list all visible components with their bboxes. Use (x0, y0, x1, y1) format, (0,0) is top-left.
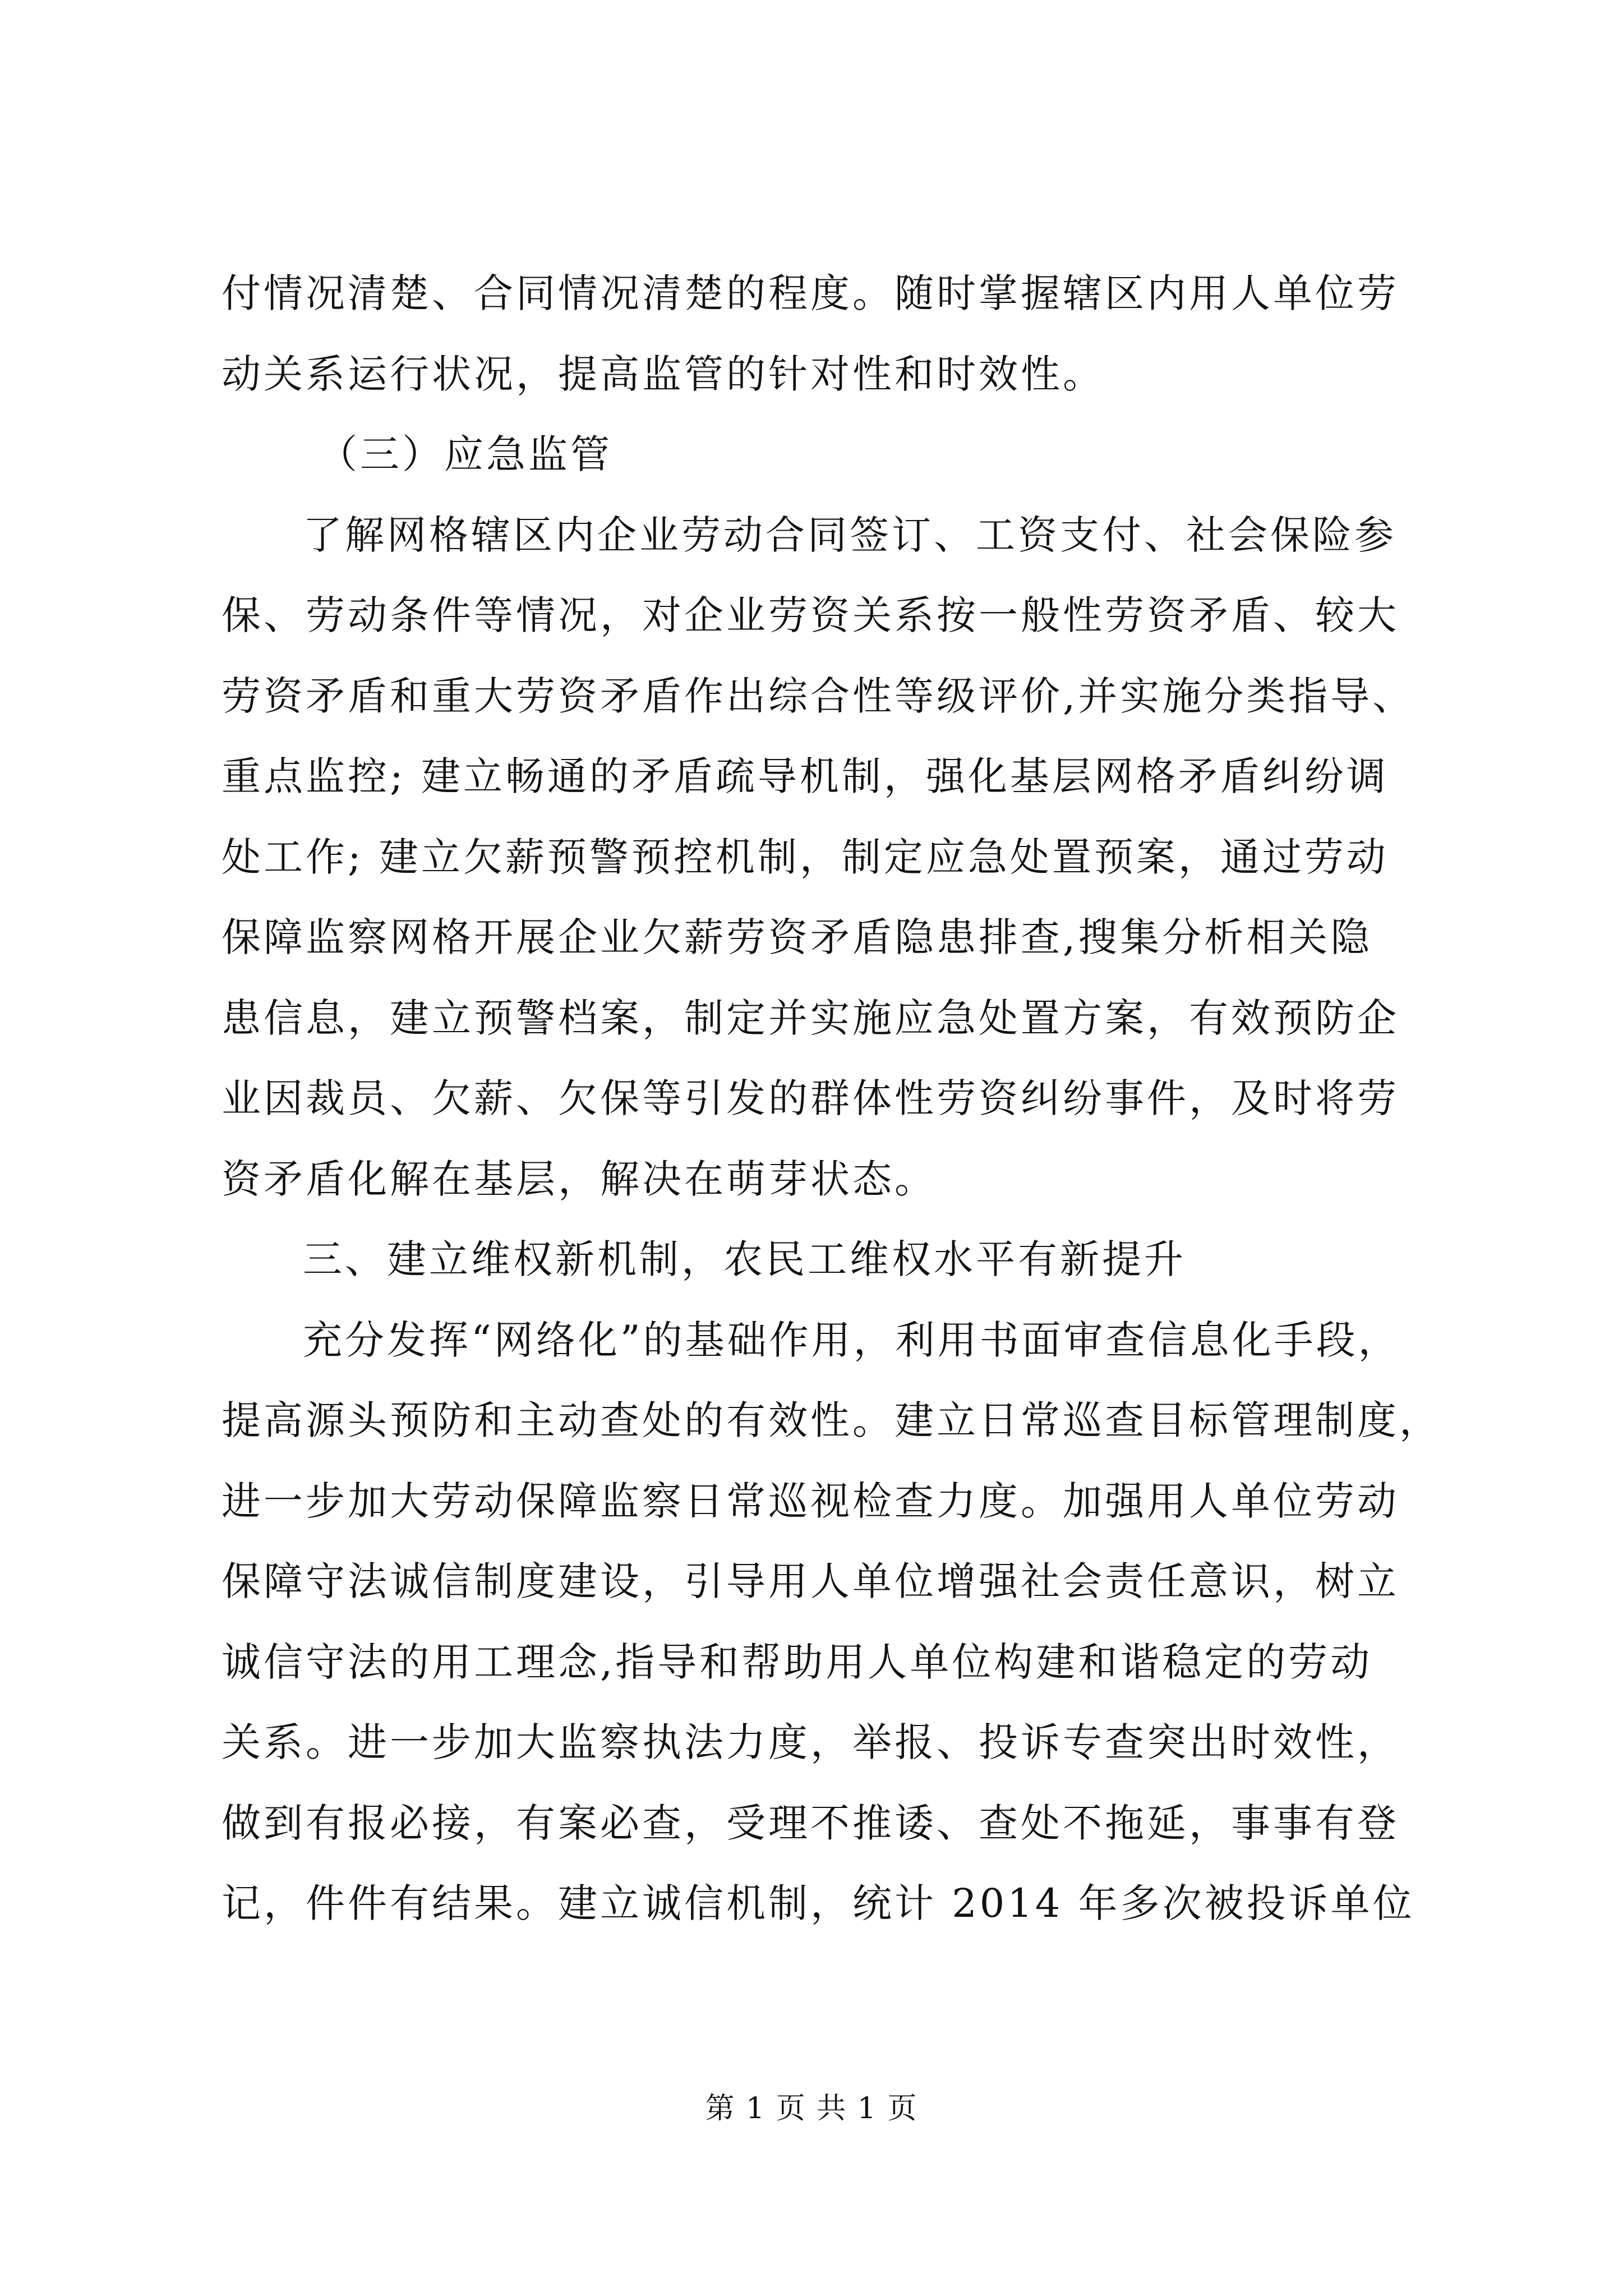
paragraph-line: 保障监察网格开展企业欠薪劳资矛盾隐患排查,搜集分析相关隐 (222, 914, 1373, 960)
paragraph-line: 业因裁员、欠薪、欠保等引发的群体性劳资纠纷事件，及时将劳 (222, 1075, 1399, 1121)
paragraph-line: 提高源头预防和主动查处的有效性。建立日常巡查目标管理制度， (222, 1397, 1441, 1443)
section-heading: （三）应急监管 (318, 431, 612, 477)
paragraph-line: 劳资矛盾和重大劳资矛盾作出综合性等级评价,并实施分类指导、 (222, 673, 1415, 719)
paragraph-line: 资矛盾化解在基层，解决在萌芽状态。 (222, 1156, 937, 1202)
paragraph-line: 诚信守法的用工理念,指导和帮助用人单位构建和谐稳定的劳动 (222, 1639, 1373, 1685)
paragraph-line: 保、劳动条件等情况，对企业劳资关系按一般性劳资矛盾、较大 (222, 592, 1399, 638)
paragraph-line: 动关系运行状况，提高监管的针对性和时效性。 (222, 351, 1105, 397)
paragraph-line: 保障守法诚信制度建设，引导用人单位增强社会责任意识，树立 (222, 1558, 1399, 1604)
paragraph-line: 重点监控; 建立畅通的矛盾疏导机制，强化基层网格矛盾纠纷调 (222, 753, 1389, 799)
paragraph-line: 记，件件有结果。建立诚信机制，统计 2014 年多次被投诉单位 (222, 1880, 1415, 1926)
paragraph-line: 充分发挥“网络化”的基础作用，利用书面审查信息化手段， (303, 1317, 1400, 1363)
section-heading: 三、建立维权新机制，农民工维权水平有新提升 (303, 1236, 1186, 1282)
paragraph-line: 关系。进一步加大监察执法力度，举报、投诉专查突出时效性， (222, 1719, 1399, 1765)
body-text (222, 254, 1441, 1944)
paragraph-line: 做到有报必接，有案必查，受理不推诿、查处不拖延，事事有登 (222, 1800, 1399, 1846)
page-footer: 第 1 页 共 1 页 (705, 2092, 918, 2125)
paragraph-line: 处工作; 建立欠薪预警预控机制，制定应急处置预案，通过劳动 (222, 834, 1389, 880)
paragraph-line: 付情况清楚、合同情况清楚的程度。随时掌握辖区内用人单位劳 (222, 270, 1399, 316)
paragraph-line: 患信息，建立预警档案，制定并实施应急处置方案，有效预防企 (222, 995, 1399, 1041)
paragraph-line: 了解网格辖区内企业劳动合同签订、工资支付、社会保险参 (303, 512, 1396, 558)
paragraph-line: 进一步加大劳动保障监察日常巡视检查力度。加强用人单位劳动 (222, 1478, 1399, 1524)
